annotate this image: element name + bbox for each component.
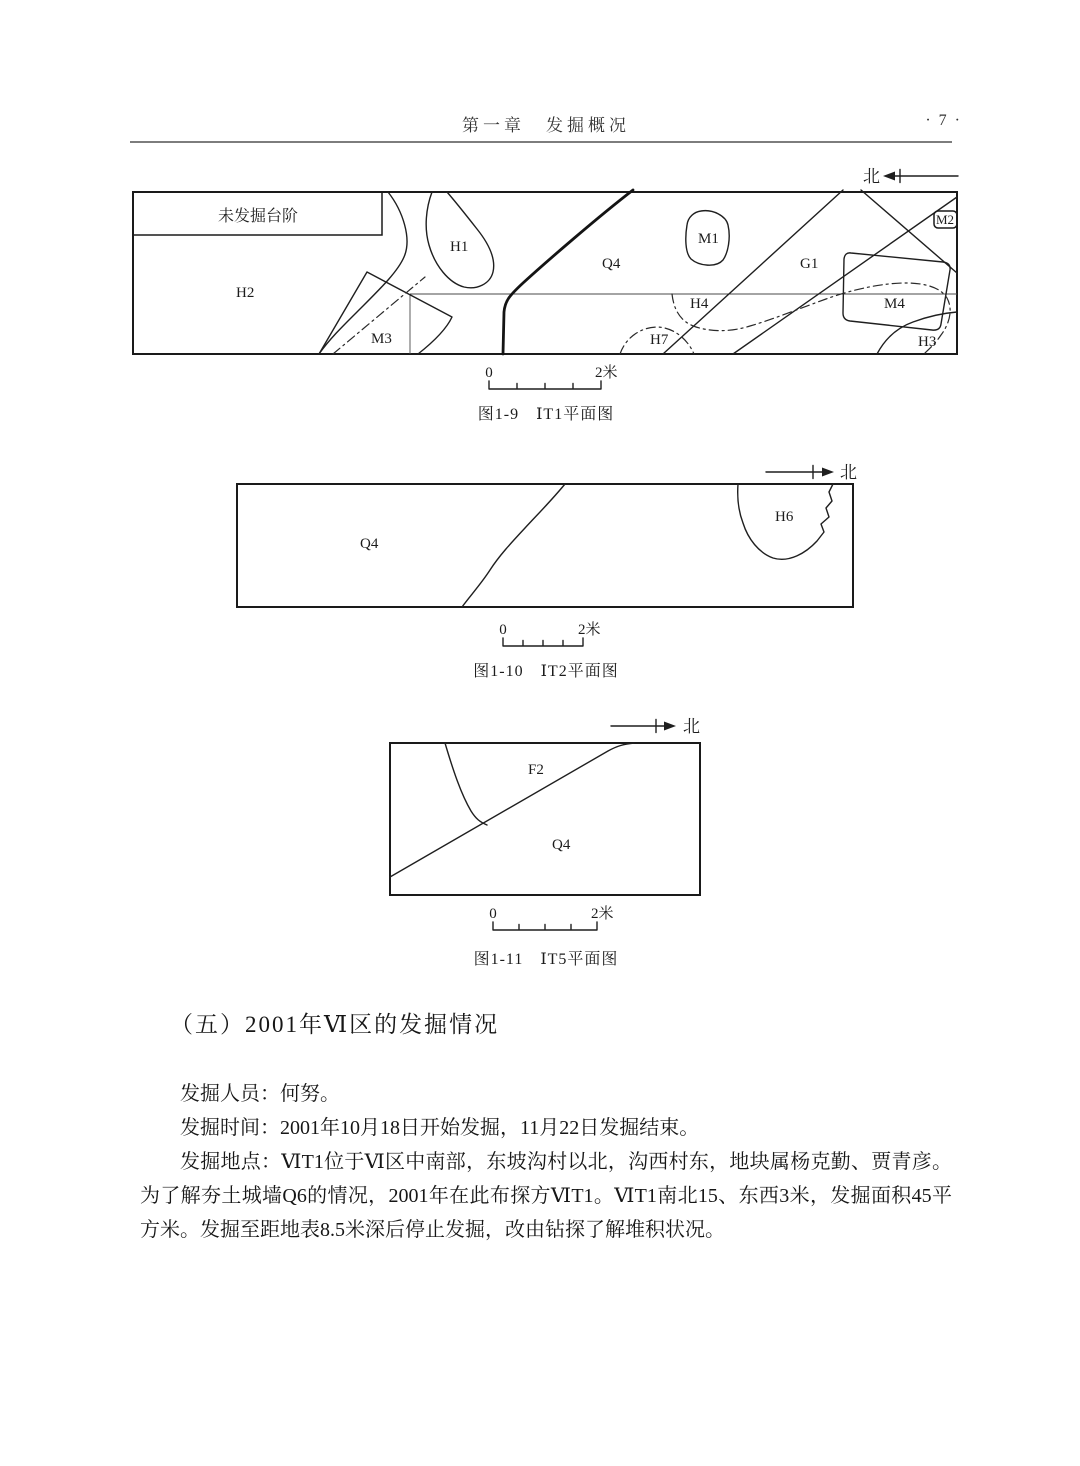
trench-outline (237, 484, 853, 607)
scale-zero: 0 (489, 906, 497, 922)
label-f2: F2 (528, 762, 544, 778)
h3-outline (877, 312, 957, 354)
figure-1-9-plan (125, 162, 970, 397)
north-arrowhead-icon (822, 468, 834, 477)
label-m2: M2 (935, 212, 955, 227)
g1-line-west (663, 190, 843, 354)
north-arrow (611, 717, 700, 736)
header-rule (130, 141, 952, 143)
label-q4: Q4 (552, 837, 571, 853)
figure-1-10-caption: 图1-10 ⅠT2平面图 (473, 663, 619, 680)
scale-bar (485, 364, 617, 389)
north-label: 北 (840, 463, 857, 482)
paragraph-excavation-time: 发掘时间：2001年10月18日开始发掘，11月22日发掘结束。 (180, 1117, 700, 1139)
q4-boundary-line (462, 484, 565, 607)
label-m1: M1 (698, 231, 719, 247)
label-h4: H4 (690, 296, 709, 312)
figure-1-10-plan (225, 450, 865, 660)
north-arrow (863, 167, 958, 186)
north-label: 北 (863, 167, 880, 186)
paragraph-excavation-location: 发掘地点：ⅥT1位于Ⅵ区中南部，东坡沟村以北，沟西村东，地块属杨克勤、贾青彦。为了解夯土城墙Q6的情况，2001年在此布探方ⅥT1。ⅥT1南北15、东西3米，发掘面积45平方米。发掘至距地表8.5米深后停止发掘，改由钻探了解堆积状况。 (140, 1151, 952, 1241)
chapter-running-head: 第一章 发掘概况 (462, 116, 630, 135)
label-q4: Q4 (360, 536, 379, 552)
q4-f2-boundary-line (390, 743, 634, 877)
label-m3: M3 (371, 331, 392, 347)
label-h6: H6 (775, 509, 794, 525)
label-h7: H7 (650, 332, 669, 348)
trench-outline (390, 743, 700, 895)
scale-bar (489, 905, 613, 930)
label-q4: Q4 (602, 256, 621, 272)
label-unexcavated: 未发掘台阶 (217, 208, 299, 225)
scale-end: 2米 (591, 906, 614, 922)
scale-end: 2米 (595, 365, 618, 381)
paragraph-excavators: 发掘人员：何努。 (180, 1083, 340, 1105)
label-m4: M4 (884, 296, 905, 312)
q4-wall-edge (503, 190, 633, 354)
scale-zero: 0 (499, 622, 507, 638)
g1-line-east (733, 197, 957, 354)
scale-zero: 0 (485, 365, 493, 381)
figure-1-11-plan (385, 705, 715, 970)
scale-end: 2米 (578, 622, 601, 638)
figure-1-9-caption: 图1-9 ⅠT1平面图 (477, 406, 615, 423)
m4-outline (843, 253, 950, 330)
h2-boundary-line (319, 192, 407, 354)
section-body (140, 1077, 952, 1247)
page-number: · 7 · (925, 112, 962, 129)
scale-bar (499, 621, 600, 646)
diagonal-line-northeast (861, 190, 957, 273)
f2-curve-line (445, 743, 487, 825)
north-label: 北 (683, 717, 700, 736)
north-arrowhead-icon (664, 722, 676, 731)
figure-1-11-caption: 图1-11 ⅠT5平面图 (473, 951, 619, 968)
label-h3: H3 (918, 334, 937, 350)
label-h2: H2 (236, 285, 255, 301)
label-g1: G1 (800, 256, 819, 272)
north-arrowhead-icon (883, 172, 895, 181)
label-h1: H1 (450, 239, 469, 255)
north-arrow (766, 463, 857, 482)
section-heading: （五）2001年Ⅵ区的发掘情况 (170, 1012, 500, 1037)
